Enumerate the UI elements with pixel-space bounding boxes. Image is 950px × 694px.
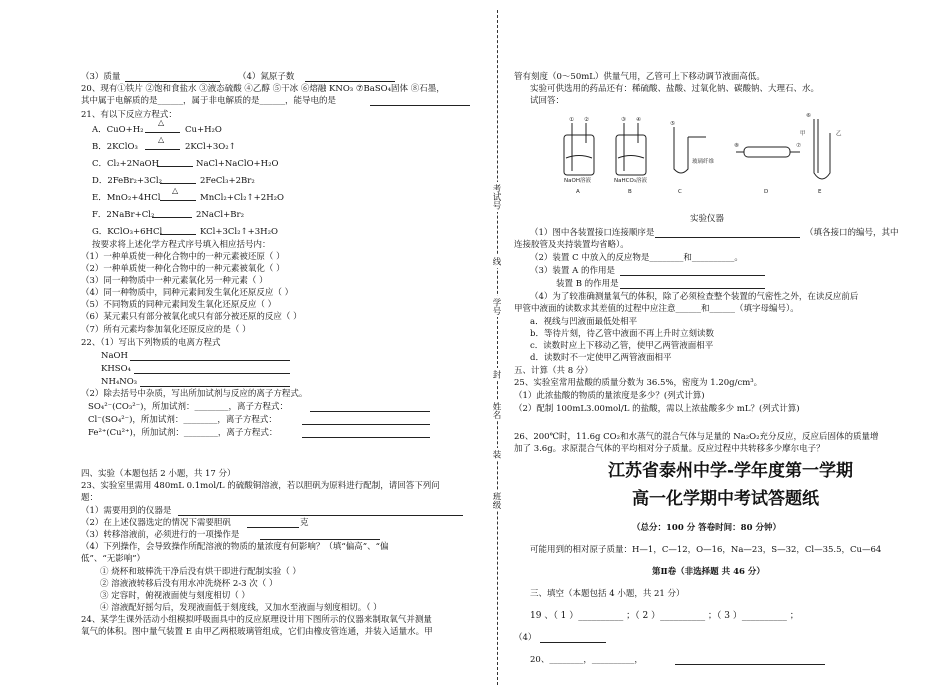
q19-3-label: （3）质量 xyxy=(81,72,121,82)
tube-yi-label: 乙 xyxy=(836,131,842,137)
glass-fiber-label: 玻璃纤维 xyxy=(692,159,715,165)
q23-4-b: 低”、“无影响”） xyxy=(81,554,146,564)
reaction-c-product: NaCl+NaClO+H₂O xyxy=(196,159,279,169)
reaction-e-product: MnCl₂+Cl₂↑+2H₂O xyxy=(200,193,284,203)
choice-d: d．读数时不一定使甲乙两管液面相平 xyxy=(530,353,672,363)
q23-2: （2）在上述仪器选定的情况下需要胆矾 xyxy=(81,518,231,528)
answer-line[interactable] xyxy=(134,373,290,374)
class-label: 班级 xyxy=(491,492,501,509)
q24-1-note-2: 连接胶管及夹持装置均省略）。 xyxy=(514,240,629,250)
reaction-g-product: KCl+3Cl₂↑+3H₂O xyxy=(200,227,278,237)
answer-line[interactable] xyxy=(310,411,430,412)
q24-4-b: 甲管中液面的读数求其差值的过程中应注意______和______（填字母编号）。 xyxy=(514,304,799,314)
answer-line[interactable] xyxy=(675,664,825,665)
port-3: ③ xyxy=(621,117,626,123)
impurity-1: SO₄²⁻(CO₃²⁻)，所加试剂：________，离子方程式： xyxy=(88,402,289,412)
reaction-arrow xyxy=(152,217,192,218)
port-5: ⑤ xyxy=(670,121,675,127)
q24-3: （3）装置 A 的作用是 xyxy=(530,266,615,276)
impurity-3: Fe²⁺(Cu²⁺)，所加试剂：________，离子方程式： xyxy=(88,428,278,438)
solution-b: NaHCO₃溶液 xyxy=(614,178,647,184)
q26-text: 26、200℃时，11.6g CO₂和水蒸气的混合气体与足量的 Na₂O₂充分反应，反应后固体的质量增 xyxy=(514,432,879,442)
q21-4: （4）同一种物质中，同种元素间发生氧化还原反应（ ） xyxy=(81,288,294,298)
answer-line[interactable] xyxy=(620,275,765,276)
reaction-g: G．KClO₃+6HCl xyxy=(92,227,163,237)
label-c: C xyxy=(678,189,682,195)
q23-text: 23、实验室里需用 480mL 0.1mol/L 的硫酸铜溶液，若以胆矾为原料进行配制，请回答下列问 xyxy=(81,481,440,491)
bind-mark: 装 xyxy=(491,450,501,459)
label-d: D xyxy=(764,189,769,195)
q24-2: （2）装置 C 中放入的反应物是________和__________。 xyxy=(530,253,743,263)
label-e: E xyxy=(818,189,822,195)
q23-1: （1）需要用到的仪器是 xyxy=(81,506,172,516)
q21-5: （5）不同物质的同种元素间发生氧化还原反应（ ） xyxy=(81,300,277,310)
ionization-naoh: NaOH xyxy=(101,351,128,361)
reaction-b: B．2KClO₃ xyxy=(92,142,138,152)
answer-line[interactable] xyxy=(178,515,463,516)
impurity-2: Cl⁻(SO₄²⁻)，所加试剂：________，离子方程式： xyxy=(88,415,277,425)
reaction-f-product: 2NaCl+Br₂ xyxy=(196,210,244,220)
q23-op1: ① 烧杯和玻棒洗干净后没有烘干即进行配制实验（ ） xyxy=(100,567,301,577)
answer-line[interactable] xyxy=(540,642,606,643)
reaction-arrow xyxy=(145,149,180,150)
q25-1: （1）此浓盐酸的物质的量浓度是多少？(列式计算) xyxy=(514,391,705,401)
solution-a: NaOH溶液 xyxy=(564,178,591,184)
q21-7: （7）所有元素均参加氧化还原反应的是（ ） xyxy=(81,325,251,335)
answer-line[interactable] xyxy=(260,539,380,540)
u-tube-c xyxy=(674,127,688,173)
q23-3: （3）转移溶液前，必须进行的一项操作是 xyxy=(81,530,240,540)
answer-line[interactable] xyxy=(130,360,290,361)
tube-jia-label: 甲 xyxy=(800,131,806,137)
label-a: A xyxy=(576,189,580,195)
reaction-arrow xyxy=(145,132,180,133)
answer-line[interactable] xyxy=(247,527,299,528)
q25-2: （2）配制 100mL3.00mol/L 的盐酸，需以上浓盐酸多少 mL？(列式计算) xyxy=(514,404,800,414)
apparatus-diagram xyxy=(556,113,856,203)
q20-blanks: 20、________，__________， xyxy=(530,655,643,665)
choice-c: c．读数时应上下移动乙管，使甲乙两管液面相平 xyxy=(530,341,714,351)
answer-line[interactable] xyxy=(655,237,800,238)
score-time: （总分：100 分 答卷时间：80 分钟） xyxy=(632,523,781,533)
q24-text-2: 氧气的体积。图中量气装置 E 由甲乙两根玻璃管组成，它们由橡皮管连通，并装入适量水。甲 xyxy=(81,627,433,637)
q23-4: （4）下列操作，会导致操作所配溶液的物质的量浓度有何影响？（填“偏高”、“偏 xyxy=(81,542,389,552)
answer-line[interactable] xyxy=(125,81,220,82)
q24-1-note: （填各接口的编号，其中 xyxy=(805,228,899,238)
exam-no-label: 考试号 xyxy=(491,184,501,210)
answer-line[interactable] xyxy=(302,424,430,425)
gas-burette-e xyxy=(814,119,830,179)
figure-caption: 实验仪器 xyxy=(690,214,725,224)
q23-2-unit: 克 xyxy=(300,518,309,528)
answer-line[interactable] xyxy=(302,437,430,438)
q24-4: （4）为了较准确测量氧气的体积，除了必须检查整个装置的气密性之外，在读反应前后 xyxy=(530,292,859,302)
reaction-d: D．2FeBr₂+3Cl₂ xyxy=(92,176,163,186)
exam-title: 高一化学期中考试答题纸 xyxy=(632,489,819,509)
q21-6: （6）某元素只有部分被氧化或只有部分被还原的反应（ ） xyxy=(81,312,302,322)
q24-3-b: 装置 B 的作用是 xyxy=(556,279,619,289)
reaction-e: E．MnO₂+4HCl xyxy=(92,193,161,203)
q23-text-2: 题： xyxy=(81,493,99,503)
school-title: 江苏省泰州中学-学年度第一学期 xyxy=(608,461,854,481)
q24-text: 24、某学生课外活动小组模拟呼吸面具中的反应原理设计用下图所示的仪器来制取氧气并测量 xyxy=(81,615,432,625)
answer-line[interactable] xyxy=(620,288,765,289)
reaction-arrow xyxy=(157,166,193,167)
q26-text-2: 加了 3.6g。求原混合气体的平均相对分子质量。反应过程中共转移多少摩尔电子？ xyxy=(514,444,825,454)
label-b: B xyxy=(628,189,632,195)
port-1: ① xyxy=(569,117,574,123)
name-label: 姓名 xyxy=(491,402,501,419)
q23-op2: ② 溶液液转移后没有用水冲洗烧杯 2-3 次（ ） xyxy=(100,579,278,589)
reaction-b-product: 2KCl+3O₂↑ xyxy=(185,142,236,152)
atomic-masses: 可能用到的相对原子质量：H—1，C—12，O—16，Na—23，S—32，Cl—35.5，Cu—64 xyxy=(530,545,882,555)
q24-1: （1）图中各装置接口连接顺序是 xyxy=(530,228,655,238)
q25-text: 25、实验室常用盐酸的质量分数为 36.5%，密度为 1.20g/cm³。 xyxy=(514,378,763,388)
q23-op4: ④ 溶液配好摇匀后，发现液面低于刻度线，又加水至液面与刻度相切。（ ） xyxy=(100,603,382,613)
answer-line[interactable] xyxy=(305,81,395,82)
answer-line[interactable] xyxy=(140,386,290,387)
reaction-f: F．2NaBr+Cl₂ xyxy=(92,210,155,220)
q19-4-label: （4） xyxy=(514,633,537,643)
q24-answer-prompt: 试回答： xyxy=(530,96,565,106)
port-4: ④ xyxy=(636,117,641,123)
q19-4-label: （4）氮原子数 xyxy=(238,72,295,82)
reaction-arrow xyxy=(160,183,196,184)
answer-line[interactable] xyxy=(370,105,470,106)
q21-3: （3）同一种物质中一种元素氧化另一种元素（ ） xyxy=(81,276,268,286)
port-8: ⑧ xyxy=(734,143,739,149)
q22-2-title: （2）除去括号中杂质，写出所加试剂与反应的离子方程式。 xyxy=(81,389,308,399)
heat-icon: △ xyxy=(172,186,179,195)
ionization-khso4: KHSO₄ xyxy=(101,364,131,374)
port-6: ⑥ xyxy=(806,113,811,119)
section-4-title: 四、实验（本题包括 2 小题，共 17 分） xyxy=(81,469,236,479)
binding-line xyxy=(497,10,498,685)
choice-a: a．视线与凹液面最低处相平 xyxy=(530,317,638,327)
q24-reagents: 实验可供选用的药品还有：稀硫酸、盐酸、过氧化钠、碳酸钠、大理石、水。 xyxy=(530,84,820,94)
ionization-nh4no3: NH₄NO₃ xyxy=(101,377,138,387)
q24-continued: 管有刻度（0～50mL）供量气用，乙管可上下移动调节液面高低。 xyxy=(514,72,765,82)
q20-text-2: 其中属于电解质的是______，属于非电解质的是______，能导电的是 xyxy=(81,96,337,106)
section-5-title: 五、计算（共 8 分） xyxy=(514,366,593,376)
q21-1: （1）一种单质使一种化合物中的一种元素被还原（ ） xyxy=(81,252,285,262)
reaction-arrow xyxy=(160,234,196,235)
reaction-c: C．Cl₂+2NaOH xyxy=(92,159,160,169)
reaction-arrow xyxy=(160,200,196,201)
heat-icon: △ xyxy=(158,118,165,127)
reaction-d-product: 2FeCl₃+2Br₂ xyxy=(200,176,255,186)
port-7: ⑦ xyxy=(796,143,801,149)
section-3-title: 三、填空（本题包括 4 小题，共 21 分） xyxy=(530,589,685,599)
q21-2: （2）一种单质使一种化合物中的一种元素被氧化（ ） xyxy=(81,264,285,274)
q22-title: 22、（1）写出下列物质的电离方程式 xyxy=(81,338,221,348)
q23-op3: ③ 定容时，俯视液面使与刻度相切（ ） xyxy=(100,591,250,601)
seal-mark: 封 xyxy=(491,370,501,379)
choice-b: b．等待片刻，待乙管中液面不再上升时立刻读数 xyxy=(530,329,714,339)
q21-instruction: 按要求将上述化学方程式序号填入相应括号内： xyxy=(92,240,271,250)
reaction-a-product: Cu+H₂O xyxy=(185,125,222,135)
seat-no-label: 学号 xyxy=(491,298,501,315)
reaction-a: A．CuO+H₂ xyxy=(92,125,144,135)
q21-title: 21、有以下反应方程式： xyxy=(81,110,177,120)
part-2-title: 第Ⅱ卷（非选择题 共 46 分） xyxy=(652,567,765,577)
line-mark: 线 xyxy=(491,257,501,266)
q19-blanks: 19 、（ 1 ）__________ ；（ 2 ）__________ ；（ 3 ）__________ ； xyxy=(530,611,799,621)
port-2: ② xyxy=(584,117,589,123)
tube-d xyxy=(744,147,790,157)
heat-icon: △ xyxy=(158,135,165,144)
q20-text: 20、现有①铁片 ②饱和食盐水 ③液态硫酸 ④乙醇 ⑤干冰 ⑥熔融 KNO₃ ⑦BaSO₄固体 ⑧石墨， xyxy=(81,84,445,94)
